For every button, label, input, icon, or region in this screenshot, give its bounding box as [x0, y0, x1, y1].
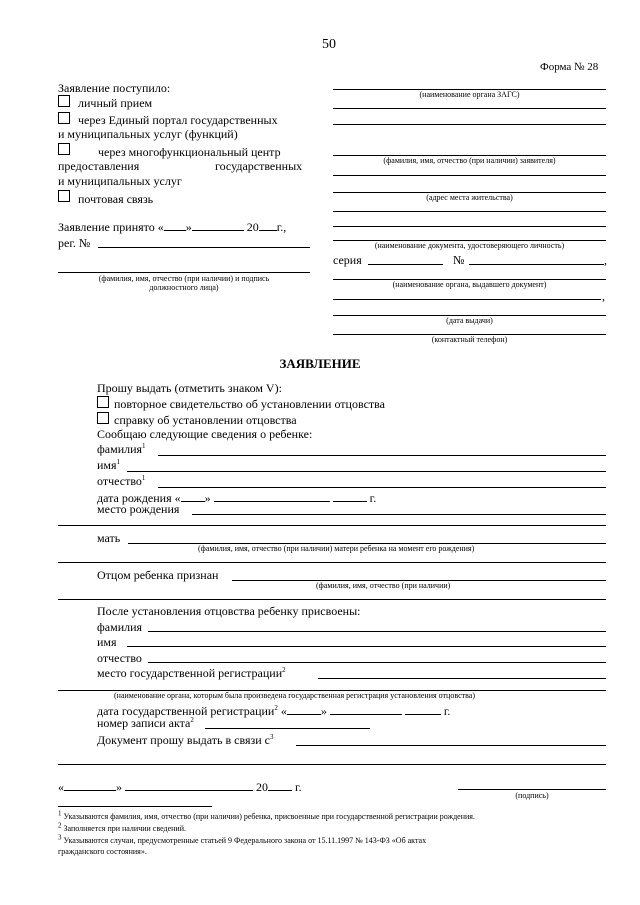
child-patronymic-label: отчество$^1$: [97, 474, 146, 488]
applicant-extra-line[interactable]: [333, 175, 606, 176]
official-caption-line2: должностного лица): [149, 283, 219, 292]
form-number: Форма № 28: [540, 61, 599, 73]
caption-issuer: (наименование органа, выдавшего документ): [392, 280, 547, 289]
caption-registry: (наименование органа ЗАГС): [419, 90, 520, 99]
father-recognized-label: Отцом ребенка признан: [97, 568, 219, 582]
caption-address: (адрес места жительства): [426, 193, 513, 202]
mfc-checkbox[interactable]: [58, 143, 70, 155]
caption-father: (фамилия, имя, отчество (при наличии): [316, 581, 451, 590]
series-field[interactable]: [368, 264, 443, 265]
option-portal-line2: и муниципальных услуг (функций): [58, 127, 238, 141]
after-paternity-label: После установления отцовства ребенку присвоены:: [97, 604, 361, 618]
caption-applicant: (фамилия, имя, отчество (при наличии) заявителя): [383, 156, 556, 165]
caption-id-document: (наименование документа, удостоверяющего личность): [374, 241, 565, 250]
after-patronymic-label: отчество: [97, 651, 142, 665]
document-reason-extra-line[interactable]: [58, 764, 606, 765]
footnote-separator: [58, 806, 212, 807]
mother-label: мать: [97, 531, 121, 545]
after-patronymic-field[interactable]: [148, 662, 606, 663]
official-signature-line[interactable]: [58, 272, 310, 273]
child-info-label: Сообщаю следующие сведения о ребенке:: [97, 427, 313, 441]
after-name-label: имя: [97, 635, 117, 649]
caption-issue-date: (дата выдачи): [446, 316, 493, 325]
registration-date-line: дата государственной регистрации$^2$ « » г.: [97, 703, 451, 718]
footnote-3: $^3$ Указываются случаи, предусмотренные статьей 9 Федерального закона от 15.11.1997 № 143-ФЗ «Об актах: [58, 833, 427, 845]
series-label: серия: [333, 253, 362, 267]
document-title: ЗАЯВЛЕНИЕ: [279, 356, 361, 371]
registry-extra-line1[interactable]: [333, 108, 606, 109]
father-extra-line[interactable]: [58, 599, 606, 600]
reference-checkbox[interactable]: [97, 412, 109, 424]
child-name-label: имя$^1$: [97, 458, 121, 472]
address-extra-line2[interactable]: [333, 226, 606, 227]
reg-number-label: рег. №: [58, 236, 91, 250]
reg-number-field[interactable]: [98, 247, 310, 248]
after-surname-label: фамилия: [97, 620, 143, 634]
official-caption-line1: (фамилия, имя, отчество (при наличии) и подпись: [98, 274, 270, 283]
child-surname-field[interactable]: [158, 455, 606, 456]
option-reference: справку об установлении отцовства: [114, 413, 297, 427]
registration-place-field[interactable]: [318, 678, 606, 679]
option-mfc-line1: через многофункциональный центр: [98, 145, 281, 159]
birth-place-extra-line[interactable]: [58, 525, 606, 526]
caption-phone: (контактный телефон): [431, 335, 508, 344]
document-reason-label: Документ прошу выдать в связи $с^3$: [97, 733, 274, 747]
applicant-signature-line[interactable]: [458, 789, 606, 790]
option-mfc-line3: и муниципальных услуг: [58, 174, 182, 188]
birth-place-field[interactable]: [192, 514, 606, 515]
mail-checkbox[interactable]: [58, 190, 70, 202]
option-mail: почтовая связь: [78, 192, 154, 206]
caption-mother: (фамилия, имя, отчество (при наличии) матери ребенка на момент его рождения): [198, 544, 475, 553]
caption-signature: (подпись): [515, 791, 549, 800]
registry-extra-line2[interactable]: [333, 124, 606, 125]
record-number-field[interactable]: [205, 728, 370, 729]
footnote-3-cont: гражданского состояния».: [58, 847, 147, 856]
birth-date-line: дата рождения « » г.: [97, 490, 377, 505]
footnote-1: $^1$ Указываются фамилия, имя, отчество (при наличии) ребенка, присвоенные при государственной регистрации рождения.: [58, 809, 475, 821]
id-number-field[interactable]: [469, 264, 604, 265]
accepted-line: Заявление принято « » 20 г.,: [58, 219, 287, 234]
child-name-field[interactable]: [127, 471, 606, 472]
child-surname-label: фамилия$^1$: [97, 442, 146, 456]
caption-registration-body: (наименование органа, которым была произведена государственная регистрация установления отцовства): [114, 691, 475, 700]
birth-place-label: место рождения: [97, 502, 180, 516]
number-label: №: [453, 253, 465, 267]
repeat-certificate-checkbox[interactable]: [97, 396, 109, 408]
request-label: Прошу выдать (отметить знаком V):: [97, 381, 282, 395]
issuer-extra-line[interactable]: [333, 299, 601, 300]
application-date-line: « » 20 г.: [58, 779, 302, 794]
record-number-label: номер записи акта$^2$: [97, 716, 194, 730]
document-reason-field[interactable]: [296, 745, 606, 746]
footnote-2: $^2$ Заполняется при наличии сведений.: [58, 821, 186, 833]
personal-checkbox[interactable]: [58, 95, 70, 107]
option-personal: личный прием: [78, 96, 153, 110]
address-extra-line1[interactable]: [333, 211, 606, 212]
option-repeat-certificate: повторное свидетельство об установлении отцовства: [114, 397, 385, 411]
option-mfc-line2a: предоставления: [58, 159, 140, 173]
registration-place-label: место государственной регистрации$^2$: [97, 666, 286, 680]
option-mfc-line2b: государственных: [215, 159, 303, 173]
after-name-field[interactable]: [127, 646, 606, 647]
mother-extra-line[interactable]: [58, 562, 606, 563]
child-patronymic-field[interactable]: [158, 487, 606, 488]
page-number: 50: [322, 37, 336, 52]
after-surname-field[interactable]: [148, 631, 606, 632]
received-label: Заявление поступило:: [58, 81, 171, 95]
option-portal-line1: через Единый портал государственных: [78, 113, 278, 127]
portal-checkbox[interactable]: [58, 112, 70, 124]
